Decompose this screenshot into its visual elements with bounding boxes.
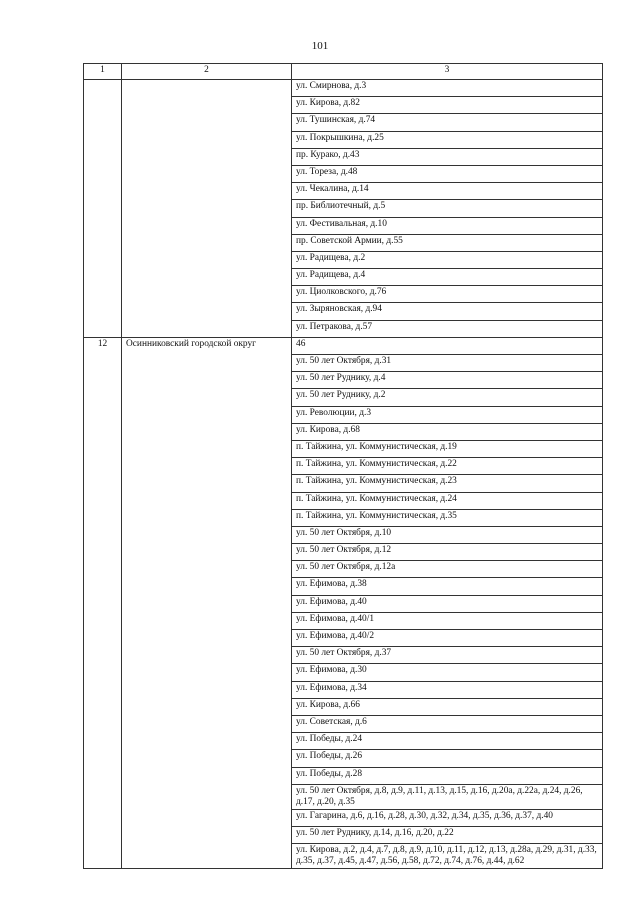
address-cell: ул. Зыряновская, д.94: [292, 303, 603, 320]
address-cell: пр. Библиотечный, д.5: [292, 200, 603, 217]
address-cell: ул. Революции, д.3: [292, 406, 603, 423]
page-number: 101: [311, 40, 329, 52]
address-cell: ул. 50 лет Октября, д.37: [292, 647, 603, 664]
address-cell: ул. 50 лет Руднику, д.14, д.16, д.20, д.22: [292, 827, 603, 844]
address-cell: ул. 50 лет Руднику, д.4: [292, 372, 603, 389]
address-cell: пр. Курако, д.43: [292, 148, 603, 165]
address-cell: ул. Кирова, д.82: [292, 97, 603, 114]
table-row: [84, 80, 603, 97]
address-cell: ул. Победы, д.28: [292, 767, 603, 784]
column-header: 3: [292, 64, 603, 80]
address-cell: ул. Ефимова, д.30: [292, 664, 603, 681]
address-cell: ул. Радищева, д.4: [292, 269, 603, 286]
address-cell: ул. Гагарина, д.6, д.16, д.28, д.30, д.32, д.34, д.35, д.36, д.37, д.40: [292, 809, 603, 826]
number-cell: [84, 80, 122, 338]
address-cell: пр. Советской Армии, д.55: [292, 234, 603, 251]
address-count-cell: 46: [292, 337, 603, 354]
address-cell: ул. Кирова, д.68: [292, 423, 603, 440]
address-cell: ул. Ефимова, д.38: [292, 578, 603, 595]
district-cell: [122, 80, 292, 338]
address-cell: ул. Петракова, д.57: [292, 320, 603, 337]
address-cell: п. Тайжина, ул. Коммунистическая, д.24: [292, 492, 603, 509]
address-cell: ул. Ефимова, д.34: [292, 681, 603, 698]
address-cell: ул. 50 лет Октября, д.12а: [292, 561, 603, 578]
table-header-row: [84, 64, 603, 80]
district-name-cell: Осинниковский городской округ: [122, 337, 292, 869]
column-header: 2: [122, 64, 292, 80]
address-cell: ул. Смирнова, д.3: [292, 80, 603, 97]
address-cell: ул. Ефимова, д.40/1: [292, 612, 603, 629]
address-cell: ул. 50 лет Октября, д.31: [292, 355, 603, 372]
address-cell: ул. Фестивальная, д.10: [292, 217, 603, 234]
address-cell: ул. Тушинская, д.74: [292, 114, 603, 131]
address-cell: ул. Победы, д.24: [292, 733, 603, 750]
address-cell: ул. Чекалина, д.14: [292, 183, 603, 200]
address-cell: ул. Тореза, д.48: [292, 165, 603, 182]
table-row: [84, 337, 603, 354]
address-cell: ул. Покрышкина, д.25: [292, 131, 603, 148]
table-body: [84, 80, 603, 869]
column-header: 1: [84, 64, 122, 80]
address-cell: ул. Кирова, д.2, д.4, д.7, д.8, д.9, д.10, д.11, д.12, д.13, д.28а, д.29, д.31, д.33, д.35, д.37, д.45, д.47, д.56, д.58, д.72, д.74, д.76, д.44, д.62: [292, 844, 603, 869]
address-cell: ул. Радищева, д.2: [292, 251, 603, 268]
section-number-cell: 12: [84, 337, 122, 869]
address-cell: ул. 50 лет Октября, д.10: [292, 526, 603, 543]
address-table: [83, 63, 603, 869]
address-cell: ул. Ефимова, д.40/2: [292, 630, 603, 647]
address-cell: ул. Кирова, д.66: [292, 698, 603, 715]
address-cell: ул. Победы, д.26: [292, 750, 603, 767]
address-cell: п. Тайжина, ул. Коммунистическая, д.22: [292, 458, 603, 475]
address-cell: п. Тайжина, ул. Коммунистическая, д.35: [292, 509, 603, 526]
address-cell: ул. Ефимова, д.40: [292, 595, 603, 612]
address-cell: ул. 50 лет Октября, д.8, д.9, д.11, д.13, д.15, д.16, д.20а, д.22а, д.24, д.26, д.17, д.20, д.35: [292, 784, 603, 809]
address-cell: ул. 50 лет Руднику, д.2: [292, 389, 603, 406]
address-cell: п. Тайжина, ул. Коммунистическая, д.19: [292, 440, 603, 457]
address-cell: ул. 50 лет Октября, д.12: [292, 544, 603, 561]
address-cell: п. Тайжина, ул. Коммунистическая, д.23: [292, 475, 603, 492]
address-cell: ул. Советская, д.6: [292, 715, 603, 732]
address-cell: ул. Циолковского, д.76: [292, 286, 603, 303]
